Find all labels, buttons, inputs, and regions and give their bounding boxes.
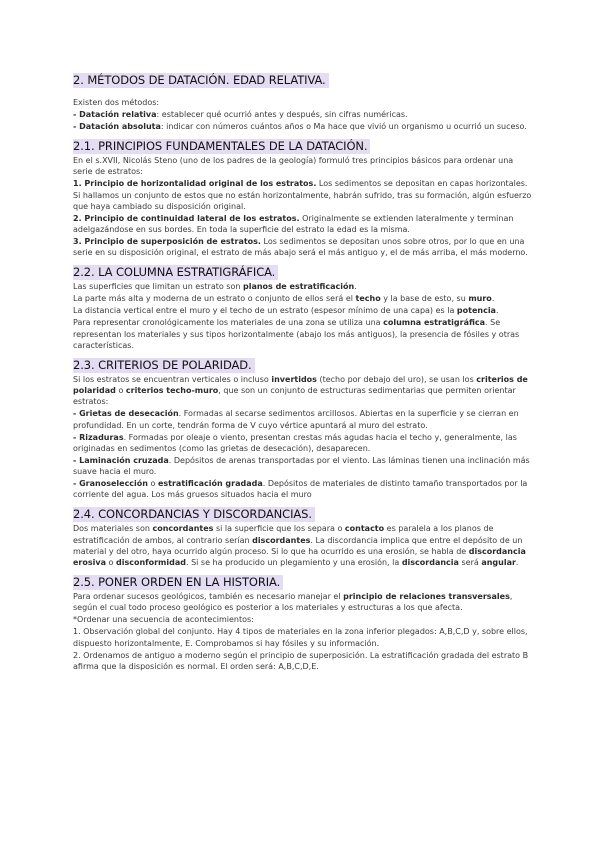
paragraph: Para ordenar sucesos geológicos, también es necesario manejar el principio de relaciones transversales, según el cual todo proceso geológico es posterior a los materiales y estructuras a los que afecta.	[73, 592, 513, 613]
paragraph: - Datación absoluta: indicar con números cuántos años o Ma hace que vivió un organismo u ocurrió un suceso.	[73, 122, 527, 131]
paragraph: Para representar cronológicamente los materiales de una zona se utiliza una columna estratigráfica. Se representan los materiales y sus tipos horizontalmente (abajo los más antiguos), la presencia de fósiles y otras características.	[73, 318, 520, 350]
paragraph: La parte más alta y moderna de un estrato o conjunto de ellos será el techo y la base de esto, su muro.	[73, 294, 495, 304]
section-heading-2-1: 2.1. PRINCIPIOS FUNDAMENTALES DE LA DATACIÓN.	[73, 139, 370, 154]
paragraph: 2. Principio de continuidad lateral de los estratos. Originalmente se extienden lateralmente y terminan adelgazándose en sus bordes. En toda la superficie del estrato la edad es la misma.	[73, 213, 514, 235]
paragraph: *Ordenar una secuencia de acontecimientos:	[73, 615, 254, 625]
paragraph: 3. Principio de superposición de estratos. Los sedimentos se depositan unos sobre otros, por lo que en una serie en su disposición original, el estrato de más abajo será el más antiguo y, el de más arriba, el más moderno.	[73, 237, 528, 258]
section-heading-2: 2. MÉTODOS DE DATACIÓN. EDAD RELATIVA.	[73, 73, 329, 88]
paragraph: Dos materiales son concordantes si la superficie que los separa o contacto es paralela a los planos de estratificación de ambos, al contrario serían discordantes. La discordancia implica que entre el depósito de un material y del otro, haya ocurrido algún proceso. Si lo que ha ocurrido es una erosión, se habla de discordancia erosiva o disconformidad. Si se ha producido un plegamiento y una erosión, la discordancia será angular.	[73, 524, 526, 568]
document-page	[73, 66, 533, 672]
paragraph: - Grietas de desecación. Formadas al secarse sedimentos arcillosos. Abiertas en la superficie y se cierran en profundidad. En un corte, tendrán forma de V cuyo vértice apuntará al muro del estrato.	[73, 409, 519, 430]
paragraph: - Granoselección o estratificación gradada. Depósitos de materiales de distinto tamaño transportados por la corriente del agua. Los más gruesos situados hacia el muro	[73, 479, 528, 500]
section-heading-2-4: 2.4. CONCORDANCIAS Y DISCORDANCIAS.	[73, 507, 315, 522]
paragraph: Existen dos métodos:	[73, 98, 160, 107]
section-heading-2-2: 2.2. LA COLUMNA ESTRATIGRÁFICA.	[73, 265, 278, 280]
paragraph: En el s.XVII, Nicolás Steno (uno de los padres de la geología) formuló tres principios básicos para ordenar una serie de estratos:	[73, 156, 514, 177]
paragraph: - Rizaduras. Formadas por oleaje o viento, presentan crestas más agudas hacia el techo y, generalmente, las originadas en sedimentos (como las grietas de desecación), desaparecen.	[73, 432, 517, 453]
section-heading-2-3: 2.3. CRITERIOS DE POLARIDAD.	[73, 358, 255, 373]
paragraph: - Datación relativa: establecer qué ocurrió antes y después, sin cifras numéricas.	[73, 110, 408, 119]
paragraph: 2. Ordenamos de antiguo a moderno según el principio de superposición. La estratificación gradada del estrato B afirma que la disposición es normal. El orden será: A,B,C,D,E.	[73, 650, 529, 671]
paragraph: Las superficies que limitan un estrato son planos de estratificación.	[73, 282, 357, 292]
paragraph: 1. Principio de horizontalidad original de los estratos. Los sedimentos se depositan en capas horizontales. Si hallamos un conjunto de estos que no están horizontalmente, habrán sufrido, tras su formación, algún esfuerzo que haya cambiado su disposición original.	[73, 179, 532, 211]
paragraph: 1. Observación global del conjunto. Hay 4 tipos de materiales en la zona inferior plegados: A,B,C,D y, sobre ellos, dispuesto horizontalmente, E. Comprobamos si hay fósiles y su información.	[73, 627, 528, 648]
paragraph: - Laminación cruzada. Depósitos de arenas transportadas por el viento. Las láminas tienen una inclinación más suave hacia el muro.	[73, 455, 530, 477]
paragraph: Si los estratos se encuentran verticales o incluso invertidos (techo por debajo del uro), se usan los criterios de polaridad o criterios techo-muro, que son un conjunto de estructuras sedimentarias que permiten orientar estratos:	[73, 375, 528, 407]
paragraph: La distancia vertical entre el muro y el techo de un estrato (espesor mínimo de una capa) es la potencia.	[73, 306, 499, 316]
section-heading-2-5: 2.5. PONER ORDEN EN LA HISTORIA.	[73, 575, 283, 590]
